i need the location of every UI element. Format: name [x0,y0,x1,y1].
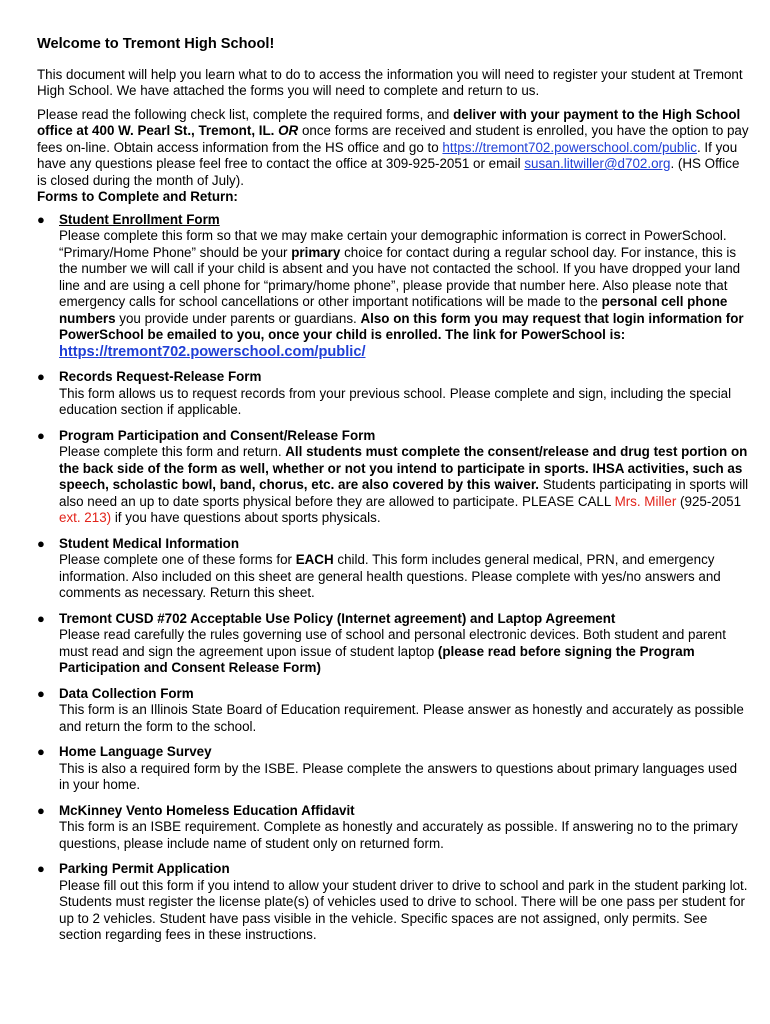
list-item-data-collection [37,686,749,736]
page-title: Welcome to Tremont High School! [37,36,275,52]
list-item-program [37,428,749,527]
bullet-icon: ● [37,685,45,701]
item-bold: EACH [295,552,334,567]
list-item-mckinney [37,803,749,853]
item-text: Please complete one of these forms for [59,552,296,567]
item-text: This form allows us to request records from your previous school. Please complete and sign, including the special education section if applicable. [59,385,732,417]
item-text: Students participating in sports will also need an up to date sports physical before they are allowed to participate. PLEASE CALL [59,477,749,509]
bullet-icon: ● [37,535,45,551]
item-title: Student Enrollment Form [59,211,220,227]
bullet-icon: ● [37,802,45,818]
instructions-paragraph [37,107,749,190]
intro-paragraph: This document will help you learn what to do to access the information you will need to register your student at Tremont High School. We have attached the forms you will need to complete and return to us. [37,66,743,98]
bullet-icon: ● [37,744,45,759]
forms-heading: Forms to Complete and Return: [37,189,238,204]
instructions-text-2: once forms are received and student is enrolled, you have the option to pay fees on-line. Obtain access information from the HS office and go to [37,123,749,155]
powerschool-link[interactable]: https://tremont702.powerschool.com/public [442,139,697,155]
item-text: child. This form includes general medical, PRN, and emergency information. Also included on this sheet are general health questions. Please complete with yes/no answers and comments as necessary. Return this sheet. [59,552,721,600]
instructions-or: OR [278,123,299,138]
bullet-icon: ● [37,369,45,384]
item-title: Records Request-Release Form [59,369,262,384]
item-text: Please read carefully the rules governing use of school and personal electronic devices. Both student and parent must read and sign the agreement upon issue of student laptop [59,627,726,659]
bullet-icon: ● [37,610,45,626]
item-text: you provide under parents or guardians. [115,310,361,326]
forms-list [37,212,749,944]
instructions-text-1: Please read the following check list, complete the required forms, and [37,106,454,122]
item-bold: All students must complete the consent/release and drug test portion on the back side of the form as well, whether or not you intend to participate in sports. IHSA activities, such as speech, scholastic bowl, band, chorus, etc. are also covered by this waiver. [59,444,748,492]
item-text: This form is an ISBE requirement. Complete as honestly and accurately as possible. If answering no to the primary questions, please include name of student only on returned form. [59,819,738,851]
item-text: Please complete this form and return. [59,444,286,459]
item-bold: personal cell phone numbers [59,294,728,326]
list-item-records [37,369,749,419]
item-text: (925-2051 [676,493,742,509]
list-item-aup [37,611,749,677]
list-item-enrollment [37,212,749,361]
item-title: Student Medical Information [59,535,240,551]
document-page [37,36,749,953]
bullet-icon: ● [37,861,45,876]
instructions-text-4: . (HS Office is closed during the month of July). [37,156,740,188]
bullet-icon: ● [37,427,45,443]
powerschool-public-link[interactable]: https://tremont702.powerschool.com/public/ [59,343,366,360]
item-bold: primary [291,244,341,260]
contact-name: Mrs. Miller [614,493,677,509]
bullet-icon: ● [37,211,45,227]
contact-extension: ext. 213) [59,510,112,525]
item-text: Please complete this form so that we may make certain your demographic information is correct in PowerSchool. “Primary/Home Phone” should be your [59,228,727,260]
email-link[interactable]: susan.litwiller@d702.org [524,156,671,171]
item-text: if you have questions about sports physicals. [111,510,381,525]
instructions-text-3: . If you have any questions please feel free to contact the office at 309-925-2051 or email [37,139,738,171]
list-item-language [37,744,749,794]
item-title: Parking Permit Application [59,861,230,876]
item-bold: Also on this form you may request that login information for PowerSchool be emailed to you, once your child is enrolled. The link for PowerSchool is: [59,310,744,342]
item-text: This form is an Illinois State Board of Education requirement. Please answer as honestly and accurately as possible and return the form to the school. [59,702,744,734]
list-item-parking [37,861,749,944]
list-item-medical [37,536,749,602]
item-title: Home Language Survey [59,744,212,759]
item-title: Tremont CUSD #702 Acceptable Use Policy (Internet agreement) and Laptop Agreement [59,610,616,626]
item-title: Data Collection Form [59,685,194,701]
item-title: Program Participation and Consent/Release Form [59,427,376,443]
item-title: McKinney Vento Homeless Education Affidavit [59,802,355,818]
instructions-delivery: deliver with your payment to the High School office at 400 W. Pearl St., Tremont, IL. [37,106,741,138]
item-bold: (please read before signing the Program Participation and Consent Release Form) [59,643,695,675]
item-text: Please fill out this form if you intend to allow your student driver to drive to school and park in the student parking lot. Students must register the license plate(s) of vehicles used to drive to school. There will be one pass per student for up to 2 vehicles. Student have pass visible in the vehicle. Specific spaces are not assigned, only permits. See section regarding fees in these instructions. [59,877,748,942]
item-text: choice for contact during a regular school day. For instance, this is the number we will call if your child is absent and you have not contacted the school. If you have dropped your land line and are using a cell phone for “primary/home phone”, please provide that number here. Also please note that emergency calls for school cancellations or other important notifications will be made to the [59,244,741,309]
item-text: This is also a required form by the ISBE. Please complete the answers to questions about primary languages used in your home. [59,760,738,792]
